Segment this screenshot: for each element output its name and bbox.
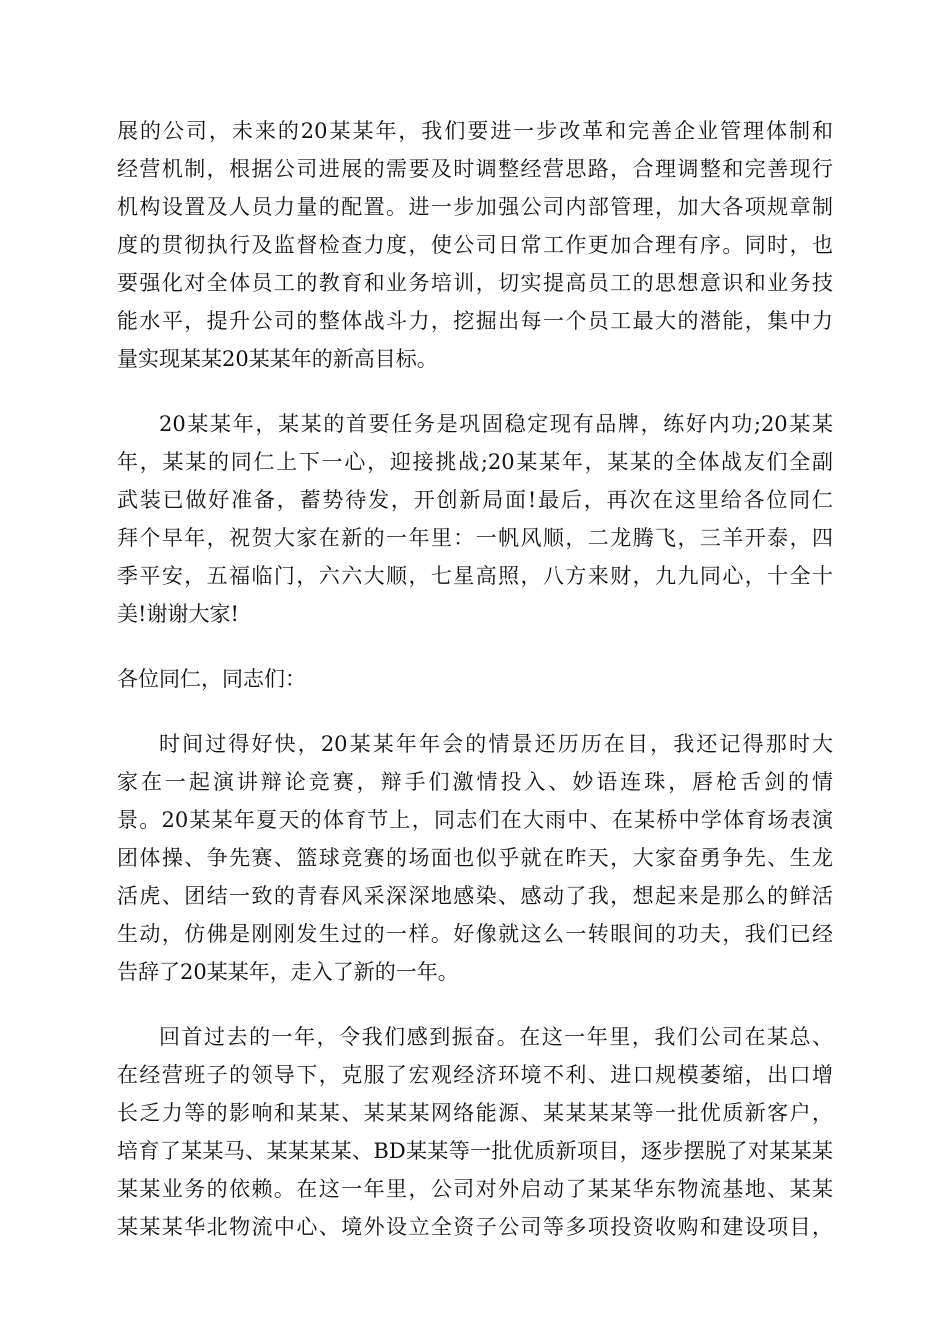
document-body (117, 112, 833, 1246)
text-line: 经营机制，根据公司进展的需要及时调整经营思路，合理调整和完善现行 (117, 157, 833, 181)
text-line: 各位同仁，同志们： (117, 667, 306, 691)
text-line: 生动，仿佛是刚刚发生过的一样。好像就这么一转眼间的功夫，我们已经 (117, 922, 833, 946)
text-line: 团体操、争先赛、篮球竞赛的场面也似乎就在昨天，大家奋勇争先、生龙 (117, 846, 833, 870)
text-line: 要强化对全体员工的教育和业务培训，切实提高员工的思想意识和业务技 (117, 271, 833, 295)
text-line: 能水平，提升公司的整体战斗力，挖掘出每一个员工最大的潜能，集中力 (117, 309, 833, 333)
text-line: 在经营班子的领导下，克服了宏观经济环境不利、进口规模萎缩，出口增 (117, 1063, 833, 1087)
text-line: 美!谢谢大家! (117, 602, 239, 626)
paragraph-spacer (117, 698, 833, 725)
text-line: 活虎、团结一致的青春风采深深地感染、感动了我，想起来是那么的鲜活 (117, 884, 833, 908)
paragraph (117, 725, 833, 991)
text-line: 某某某华北物流中心、境外设立全资子公司等多项投资收购和建设项目， (117, 1215, 833, 1239)
text-line: 培育了某某马、某某某某、BD某某等一批优质新项目，逐步摆脱了对某某某 (117, 1139, 833, 1163)
paragraph-spacer (117, 378, 833, 405)
text-line: 景。20某某年夏天的体育节上，同志们在大雨中、在某桥中学体育场表演 (117, 808, 833, 832)
paragraph (117, 1018, 833, 1246)
paragraph-spacer (117, 991, 833, 1018)
text-line: 20某某年，某某的首要任务是巩固稳定现有品牌，练好内功;20某某 (159, 412, 833, 436)
salutation (117, 660, 833, 698)
text-line: 量实现某某20某某年的新高目标。 (117, 347, 438, 371)
text-line: 拜个早年，祝贺大家在新的一年里：一帆风顺，二龙腾飞，三羊开泰，四 (117, 526, 833, 550)
text-line: 某某业务的依赖。在这一年里，公司对外启动了某某华东物流基地、某某 (117, 1177, 833, 1201)
paragraph (117, 405, 833, 633)
paragraph-spacer (117, 633, 833, 660)
text-line: 回首过去的一年，令我们感到振奋。在这一年里，我们公司在某总、 (159, 1025, 833, 1049)
text-line: 机构设置及人员力量的配置。进一步加强公司内部管理，加大各项规章制 (117, 195, 833, 219)
text-line: 年，某某的同仁上下一心，迎接挑战;20某某年，某某的全体战友们全副 (117, 450, 833, 474)
text-line: 季平安，五福临门，六六大顺，七星高照，八方来财，九九同心，十全十 (117, 564, 833, 588)
paragraph (117, 112, 833, 378)
text-line: 武装已做好准备，蓄势待发，开创新局面!最后，再次在这里给各位同仁 (117, 488, 833, 512)
text-line: 家在一起演讲辩论竞赛，辩手们激情投入、妙语连珠，唇枪舌剑的情 (117, 770, 833, 794)
text-line: 度的贯彻执行及监督检查力度，使公司日常工作更加合理有序。同时，也 (117, 233, 833, 257)
text-line: 展的公司，未来的20某某年，我们要进一步改革和完善企业管理体制和 (117, 119, 833, 143)
text-line: 告辞了20某某年，走入了新的一年。 (117, 960, 459, 984)
text-line: 长乏力等的影响和某某、某某某网络能源、某某某某等一批优质新客户， (117, 1101, 833, 1125)
text-line: 时间过得好快，20某某年年会的情景还历历在目，我还记得那时大 (159, 732, 833, 756)
